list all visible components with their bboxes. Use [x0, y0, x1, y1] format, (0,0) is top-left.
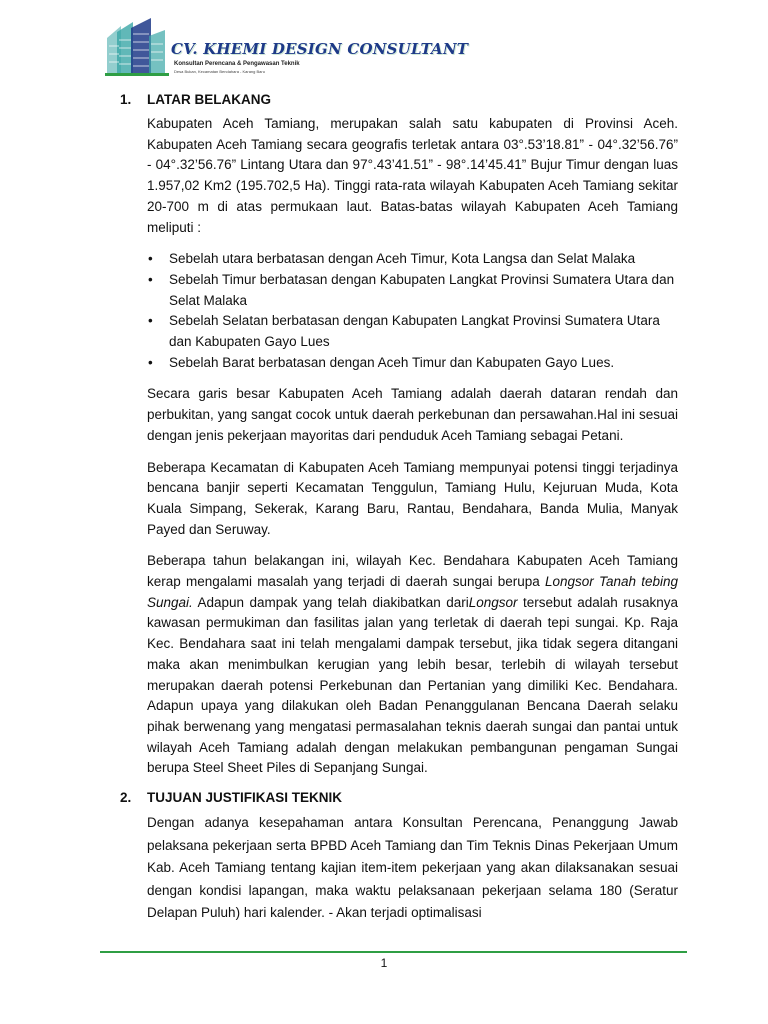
paragraph-flood-risk: Beberapa Kecamatan di Kabupaten Aceh Tamiang mempunyai potensi tinggi terjadinya bencana banjir seperti Kecamatan Tenggulun, Tamiang Hulu, Kejuruan Muda, Kota Kuala Simpang, Sekerak, Karang Baru, Rantau, Bendahara, Banda Mulia, Manyak Payed dan Seruway.	[147, 459, 678, 537]
section-number: 2.	[120, 790, 132, 806]
document-body	[120, 92, 678, 925]
company-address: Desa Bukan, Kecamatan Bendahara - Karang Baru	[174, 69, 265, 74]
paragraph-landslide	[147, 551, 678, 779]
border-list	[147, 249, 678, 373]
text-run: Beberapa tahun belakangan ini, wilayah Kec. Bendahara Kabupaten Aceh Tamiang kerap mengalami masalah yang terjadi di daerah sungai berupa	[147, 553, 678, 590]
company-logo-icon	[105, 18, 171, 76]
page-number: 1	[380, 956, 388, 970]
list-item: • Sebelah Selatan berbatasan dengan Kabupaten Langkat Provinsi Sumatera Utara dan Kabupaten Gayo Lues	[147, 311, 678, 352]
section-body	[147, 114, 678, 779]
italic-term: Longsor	[468, 594, 518, 610]
italic-term: Longsor Tanah tebing Sungai.	[147, 574, 678, 610]
list-item: • Sebelah utara berbatasan dengan Aceh Timur, Kota Langsa dan Selat Malaka	[147, 249, 678, 270]
section-heading	[120, 92, 678, 114]
text-run: tersebut adalah rusaknya kawasan permukiman dan fasilitas jalan yang terletak di daerah tepi sungai. Kp. Raja Kec. Bendahara saat ini telah mengalami dampak tersebut, jika tidak segera ditangani maka akan menimbulkan kerugian yang lebih besar, terlebih di wilayah tersebut merupakan daerah potensi Perkebunan dan Pertanian yang dimiliki Kec. Bendahara. Adapun upaya yang dilakukan oleh Badan Penanggulanan Bencana Daerah selaku pihak berwenang yang mengatasi permasalahan teknis daerah sungai dan pantai untuk wilayah Aceh Tamiang adalah dengan melakukan pembangunan pengaman Sungai berupa Steel Sheet Piles di Sepanjang Sungai.	[147, 594, 678, 776]
section-number: 1.	[120, 92, 132, 107]
list-item: • Sebelah Barat berbatasan dengan Aceh Timur dan Kabupaten Gayo Lues.	[147, 353, 678, 374]
section-latar-belakang	[120, 92, 678, 779]
paragraph-intro: Kabupaten Aceh Tamiang, merupakan salah satu kabupaten di Provinsi Aceh. Kabupaten Aceh Tamiang secara geografis terletak antara 03°.53’18.81” - 04°.32’56.76” - 04°.32’56.76” Lintang Utara dan 97°.43’41.51” - 98°.14’45.41” Bujur Timur dengan luas 1.957,02 Km2 (195.702,5 Ha). Tinggi rata-rata wilayah Kabupaten Aceh Tamiang sekitar 20-700 m di atas permukaan laut. Batas-batas wilayah Kabupaten Aceh Tamiang meliputi :	[147, 116, 678, 235]
company-tagline: Konsultan Perencana & Pengawasan Teknik	[174, 61, 300, 67]
section-tujuan-justifikasi	[120, 790, 678, 925]
paragraph-topography: Secara garis besar Kabupaten Aceh Tamiang adalah daerah dataran rendah dan perbukitan, yang sangat cocok untuk daerah perkebunan dan persawahan.Hal ini sesuai dengan jenis pekerjaan mayoritas dari penduduk Aceh Tamiang sebagai Petani.	[147, 386, 678, 443]
section-title: LATAR BELAKANG	[147, 92, 271, 107]
section-title: TUJUAN JUSTIFIKASI TEKNIK	[147, 790, 343, 806]
section-body	[147, 812, 678, 925]
company-name: CV. KHEMI DESIGN CONSULTANT	[171, 40, 469, 58]
footer-divider	[100, 951, 687, 953]
paragraph-agreement: Dengan adanya kesepahaman antara Konsultan Perencana, Penanggung Jawab pelaksana pekerjaan serta BPBD Aceh Tamiang dan Tim Teknis Dinas Pekerjaan Umum Kab. Aceh Tamiang tentang kajian item-item pekerjaan yang akan dilaksanakan sesuai dengan kondisi lapangan, maka waktu pelaksanaan pekerjaan selama 180 (Seratur Delapan Puluh) hari kalender. - Akan terjadi optimalisasi	[147, 815, 678, 921]
text-run: Adapun dampak yang telah diakibatkan dari	[192, 594, 469, 610]
list-item: • Sebelah Timur berbatasan dengan Kabupaten Langkat Provinsi Sumatera Utara dan Selat Malaka	[147, 270, 678, 311]
letterhead	[105, 18, 469, 80]
section-heading	[120, 790, 678, 812]
